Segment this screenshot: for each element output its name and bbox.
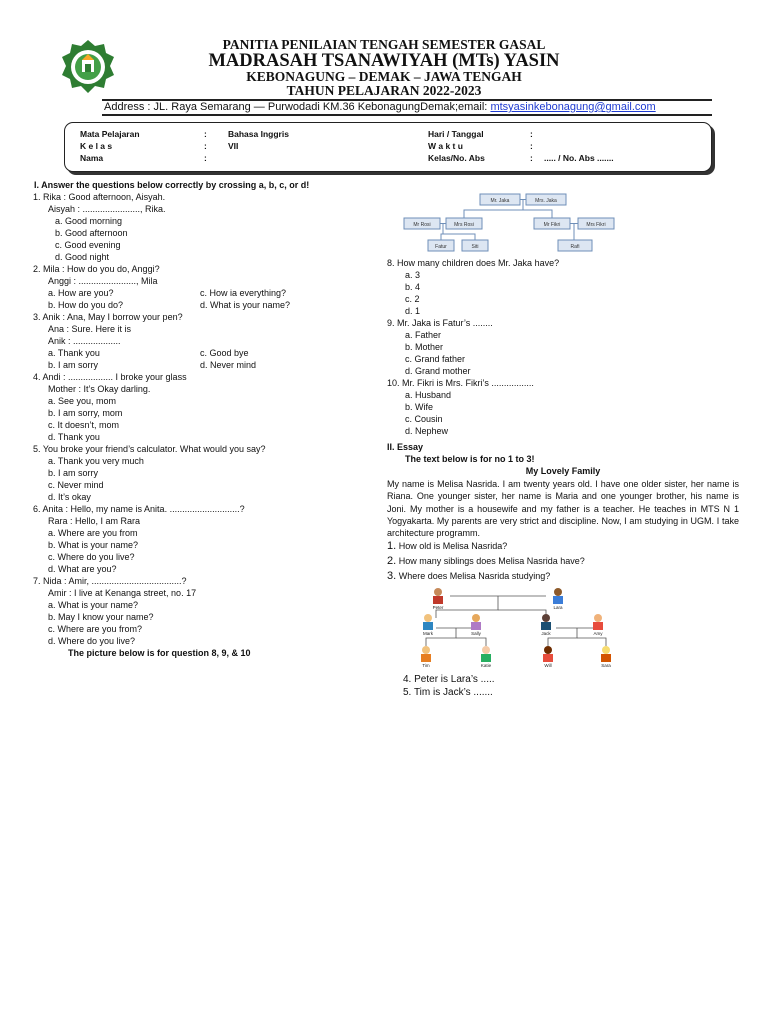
question-line: Anggi : ......................., Mila bbox=[48, 276, 158, 286]
answer-option[interactable]: c. Cousin bbox=[405, 414, 443, 424]
question-line: 3. Anik : Ana, May I borrow your pen? bbox=[33, 312, 183, 322]
colon: : bbox=[204, 153, 207, 163]
essay-question-3: 3. Where does Melisa Nasrida studying? bbox=[387, 570, 551, 582]
answer-option[interactable]: d. Never mind bbox=[200, 360, 257, 370]
question-line: 1. Rika : Good afternoon, Aisyah. bbox=[33, 192, 166, 202]
question-line: 7. Nida : Amir, ....................................? bbox=[33, 576, 187, 586]
colon: : bbox=[530, 141, 533, 151]
answer-option[interactable]: b. 4 bbox=[405, 282, 421, 292]
colon: : bbox=[530, 153, 533, 163]
abs-value: ..... / No. Abs ....... bbox=[544, 153, 614, 163]
tree2-node-katie: Katie bbox=[480, 663, 492, 668]
answer-option[interactable]: a. 3 bbox=[405, 270, 421, 280]
essay-paragraph: My name is Melisa Nasrida. I am twenty years old. I have one older sister, her name is Riana. One younger sister, her name is Maria and one younger brother, his name is Joni. My mother is a housewife and my father is a teacher. He teaches in MTS N 1 Yogyakarta. My parents are very strict and discipline. Now, I am studying in UGM. I take architecture programm. bbox=[387, 479, 739, 539]
question-line: 5. You broke your friend’s calculator. What would you say? bbox=[33, 444, 266, 454]
name-label: Nama bbox=[80, 153, 104, 163]
answer-option[interactable]: c. How ia everything? bbox=[200, 288, 287, 298]
picture-note: The picture below is for question 8, 9, & 10 bbox=[68, 648, 251, 658]
school-location: KEBONAGUNG – DEMAK – JAWA TENGAH bbox=[246, 69, 522, 84]
academic-year: TAHUN PELAJARAN 2022-2023 bbox=[286, 83, 482, 98]
answer-option[interactable]: c. Grand father bbox=[405, 354, 466, 364]
answer-option[interactable]: b. Wife bbox=[405, 402, 434, 412]
answer-option[interactable]: d. Grand mother bbox=[405, 366, 471, 376]
essay-question-2: 2. How many siblings does Melisa Nasrida have? bbox=[387, 555, 585, 567]
tree-node-mrs-fikri: Mrs Fikri bbox=[586, 222, 606, 228]
answer-option[interactable]: a. Thank you bbox=[48, 348, 100, 358]
colon: : bbox=[204, 129, 207, 139]
section-1-instruction: I. Answer the questions below correctly by crossing a, b, c, or d! bbox=[34, 180, 310, 190]
question-line: 4. Andi : .................. I broke your glass bbox=[33, 372, 187, 382]
tree-node-mr-rosi: Mr Rosi bbox=[413, 222, 431, 228]
answer-option[interactable]: d. 1 bbox=[405, 306, 421, 316]
tree2-node-amy: Amy bbox=[593, 631, 603, 636]
colon: : bbox=[204, 141, 207, 151]
student-info-box bbox=[64, 122, 712, 172]
family-tree-jaka bbox=[398, 190, 648, 260]
committee-title: PANITIA PENILAIAN TENGAH SEMESTER GASAL bbox=[222, 37, 546, 52]
answer-option[interactable]: d. What are you? bbox=[48, 564, 117, 574]
answer-option[interactable]: a. Husband bbox=[405, 390, 452, 400]
tree-node-fatur: Fatur bbox=[435, 244, 447, 250]
answer-option[interactable]: c. Good bye bbox=[200, 348, 249, 358]
answer-option[interactable]: b. Good afternoon bbox=[55, 228, 128, 238]
tree-node-mr-jaka: Mr. Jaka bbox=[490, 198, 510, 204]
answer-option[interactable]: b. I am sorry, mom bbox=[48, 408, 123, 418]
answer-option[interactable]: b. What is your name? bbox=[48, 540, 139, 550]
answer-option[interactable]: a. What is your name? bbox=[48, 600, 139, 610]
answer-option[interactable]: b. May I know your name? bbox=[48, 612, 154, 622]
question-line: 8. How many children does Mr. Jaka have? bbox=[387, 258, 560, 268]
subject-value: Bahasa Inggris bbox=[228, 129, 289, 139]
answer-option[interactable]: b. Mother bbox=[405, 342, 444, 352]
answer-option[interactable]: b. I am sorry bbox=[48, 360, 99, 370]
answer-option[interactable]: d. Nephew bbox=[405, 426, 449, 436]
tree-node-mrs-rosi: Mrs Rosi bbox=[454, 222, 474, 228]
essay-title: My Lovely Family bbox=[525, 466, 601, 476]
school-address: Address : JL. Raya Semarang — Purwodadi KM.36 KebonagungDemak;email: mtsyasinkebonagung@gmail.com bbox=[104, 101, 656, 113]
tree-node-mrs-jaka: Mrs. Jaka bbox=[535, 198, 557, 204]
question-line: Amir : I live at Kenanga street, no. 17 bbox=[48, 588, 197, 598]
answer-option[interactable]: a. See you, mom bbox=[48, 396, 117, 406]
question-line: Anik : ................... bbox=[48, 336, 121, 346]
tree-node-rafi: Rafi bbox=[570, 244, 580, 250]
abs-label: Kelas/No. Abs bbox=[428, 153, 485, 163]
essay-question-5: 5. Tim is Jack’s ....... bbox=[403, 687, 493, 698]
answer-option[interactable]: b. I am sorry bbox=[48, 468, 99, 478]
answer-option[interactable]: a. Good morning bbox=[55, 216, 123, 226]
essay-heading: II. Essay bbox=[387, 442, 424, 452]
class-value: VII bbox=[228, 141, 239, 151]
email-link[interactable]: mtsyasinkebonagung@gmail.com bbox=[490, 101, 656, 113]
answer-option[interactable]: c. Where are you from? bbox=[48, 624, 143, 634]
question-line: 2. Mila : How do you do, Anggi? bbox=[33, 264, 160, 274]
tree2-node-mark: Mark bbox=[423, 631, 433, 636]
day-label: Hari / Tanggal bbox=[428, 129, 484, 139]
tree-node-siti: Siti bbox=[471, 244, 479, 250]
answer-option[interactable]: b. How do you do? bbox=[48, 300, 124, 310]
question-line: Mother : It’s Okay darling. bbox=[48, 384, 151, 394]
tree2-node-peter: Peter bbox=[432, 605, 444, 610]
tree2-node-jack: Jack bbox=[541, 631, 551, 636]
tree-node-mr-fikri: Mr Fikri bbox=[543, 222, 561, 228]
question-line: 10. Mr. Fikri is Mrs. Fikri’s ................. bbox=[387, 378, 534, 388]
answer-option[interactable]: d. It’s okay bbox=[48, 492, 91, 502]
question-line: 6. Anita : Hello, my name is Anita. ............................? bbox=[33, 504, 245, 514]
answer-option[interactable]: c. It doesn’t, mom bbox=[48, 420, 120, 430]
question-line: Rara : Hello, I am Rara bbox=[48, 516, 141, 526]
time-label: W a k t u bbox=[428, 141, 463, 151]
tree2-node-sara: Sara bbox=[601, 663, 611, 668]
tree2-node-will: Will bbox=[544, 663, 552, 668]
answer-option[interactable]: d. Good night bbox=[55, 252, 110, 262]
question-line: Aisyah : ......................., Rika. bbox=[48, 204, 166, 214]
answer-option[interactable]: c. Never mind bbox=[48, 480, 104, 490]
answer-option[interactable]: a. How are you? bbox=[48, 288, 114, 298]
answer-option[interactable]: d. Thank you bbox=[48, 432, 100, 442]
subject-label: Mata Pelajaran bbox=[80, 129, 140, 139]
answer-option[interactable]: a. Where are you from bbox=[48, 528, 138, 538]
answer-option[interactable]: d. Where do you live? bbox=[48, 636, 136, 646]
family-tree-peter bbox=[408, 584, 623, 674]
question-line: 9. Mr. Jaka is Fatur’s ........ bbox=[387, 318, 493, 328]
essay-question-1: 1. How old is Melisa Nasrida? bbox=[387, 540, 508, 552]
school-name: MADRASAH TSANAWIYAH (MTs) YASIN bbox=[208, 51, 560, 71]
question-line: Ana : Sure. Here it is bbox=[48, 324, 132, 334]
class-label: K e l a s bbox=[80, 141, 113, 151]
colon: : bbox=[530, 129, 533, 139]
answer-option[interactable]: d. What is your name? bbox=[200, 300, 291, 310]
tree2-node-sally: Sally bbox=[471, 631, 481, 636]
essay-question-4: 4. Peter is Lara’s ..... bbox=[403, 674, 495, 685]
answer-option[interactable]: c. Good evening bbox=[55, 240, 121, 250]
person-figures bbox=[421, 588, 611, 662]
answer-option[interactable]: a. Father bbox=[405, 330, 442, 340]
tree2-node-tim: Tim bbox=[422, 663, 430, 668]
answer-option[interactable]: c. Where do you live? bbox=[48, 552, 135, 562]
answer-option[interactable]: a. Thank you very much bbox=[48, 456, 144, 466]
header-divider-bottom bbox=[102, 114, 712, 116]
essay-intro: The text below is for no 1 to 3! bbox=[405, 454, 535, 464]
tree2-node-lara: Lara bbox=[553, 605, 563, 610]
answer-option[interactable]: c. 2 bbox=[405, 294, 420, 304]
